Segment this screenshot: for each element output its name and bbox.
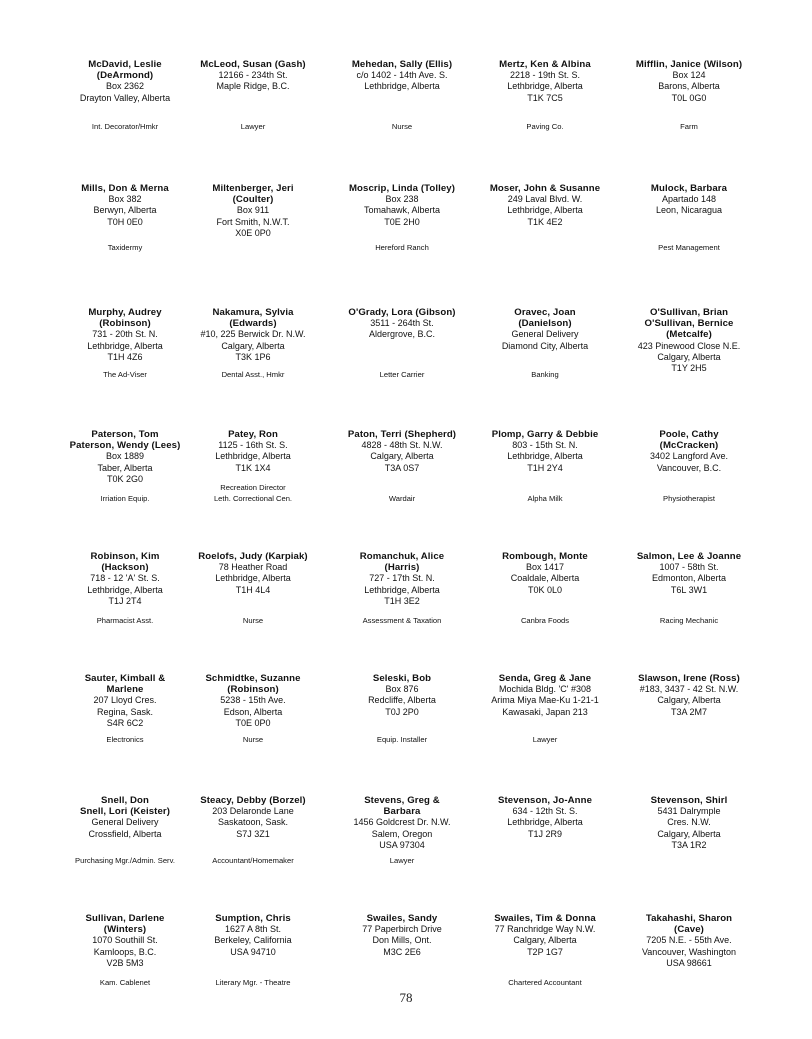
directory-entry bbox=[323, 429, 481, 519]
entry-address-line: Lethbridge, Alberta bbox=[507, 81, 583, 92]
entry-address-line: X0E 0P0 bbox=[235, 227, 271, 238]
entry-address-line: 3402 Langford Ave. bbox=[650, 451, 728, 462]
directory-entry bbox=[323, 307, 481, 397]
entry-address-line: T1H 4L4 bbox=[235, 584, 271, 595]
entry-address-line: Box 382 bbox=[108, 194, 142, 205]
entry-address-line: 77 Ranchridge Way N.W. bbox=[494, 924, 596, 935]
entry-name: Miltenberger, Jeri bbox=[212, 183, 294, 194]
entry-name: Nakamura, Sylvia bbox=[212, 307, 294, 318]
entry-occupation: Nurse bbox=[242, 616, 264, 625]
entry-address-line: T6L 3W1 bbox=[670, 584, 708, 595]
entry-address-line: Calgary, Alberta bbox=[221, 340, 285, 351]
entry-address-line: Lethbridge, Alberta bbox=[364, 584, 440, 595]
entry-address-line: T0K 0L0 bbox=[527, 584, 563, 595]
entry-address-line: 718 - 12 'A' St. S. bbox=[90, 573, 160, 584]
entry-name: Robinson, Kim bbox=[90, 551, 160, 562]
entry-occupation: Nurse bbox=[391, 122, 413, 131]
entry-address-line: 249 Laval Blvd. W. bbox=[507, 194, 583, 205]
entry-address-line: Tomahawk, Alberta bbox=[363, 205, 441, 216]
entry-occupation: Recreation Director Leth. Correctional Cen. bbox=[213, 483, 293, 504]
entry-address-line: USA 94710 bbox=[230, 946, 276, 957]
entry-address-line: Kamloops, B.C. bbox=[93, 946, 157, 957]
directory-entry bbox=[610, 795, 768, 885]
directory-entry bbox=[466, 59, 624, 149]
entry-address-line: 727 - 17th St. N. bbox=[369, 573, 435, 584]
entry-address-line: T2P 1G7 bbox=[527, 946, 563, 957]
entry-occupation: Letter Carrier bbox=[379, 370, 425, 379]
entry-address-line: 423 Pinewood Close N.E. bbox=[637, 340, 741, 351]
entry-name: Snell, Lori (Keister) bbox=[79, 806, 171, 818]
entry-occupation: Banking bbox=[531, 370, 559, 379]
entry-name: Mertz, Ken & Albina bbox=[499, 59, 591, 70]
directory-entry bbox=[174, 183, 332, 273]
entry-name: Patey, Ron bbox=[228, 429, 278, 440]
entry-name: Slawson, Irene (Ross) bbox=[638, 673, 740, 684]
entry-address-line: T1H 3E2 bbox=[384, 595, 420, 606]
entry-name: Paterson, Wendy (Lees) bbox=[69, 440, 181, 452]
entry-occupation: Wardair bbox=[388, 494, 416, 503]
entry-name: (Edwards) bbox=[229, 318, 277, 330]
entry-occupation: Dental Asst., Hmkr bbox=[221, 370, 285, 379]
entry-name: (Cave) bbox=[674, 924, 704, 936]
entry-address-line: USA 97304 bbox=[379, 839, 425, 850]
entry-address-line: Taber, Alberta bbox=[97, 462, 153, 473]
entry-address-line: Berwyn, Alberta bbox=[93, 205, 157, 216]
entry-name: Mills, Don & Merna bbox=[81, 183, 169, 194]
entry-address-line: General Delivery bbox=[91, 817, 159, 828]
entry-address-line: 1007 - 58th St. bbox=[659, 562, 719, 573]
entry-name: Romanchuk, Alice bbox=[359, 551, 445, 562]
entry-name: Schmidtke, Suzanne bbox=[205, 673, 301, 684]
entry-name: Seleski, Bob bbox=[372, 673, 432, 684]
entry-address-line: Calgary, Alberta bbox=[657, 695, 721, 706]
entry-address-line: T1J 2R9 bbox=[527, 828, 562, 839]
entry-address-line: Lethbridge, Alberta bbox=[507, 817, 583, 828]
entry-occupation: Assessment & Taxation bbox=[362, 616, 442, 625]
entry-occupation: Literary Mgr. - Theatre bbox=[215, 978, 291, 987]
directory-entry bbox=[610, 307, 768, 397]
entry-address-line: Leon, Nicaragua bbox=[655, 205, 723, 216]
entry-occupation: Pest Management bbox=[658, 243, 720, 252]
entry-name: (DeArmond) bbox=[96, 70, 154, 82]
entry-address-line: Box 911 bbox=[236, 205, 270, 216]
entry-name: Steacy, Debby (Borzel) bbox=[200, 795, 306, 806]
entry-address-line: General Delivery bbox=[511, 329, 579, 340]
entry-address-line: 77 Paperbirch Drive bbox=[362, 924, 442, 935]
entry-name: McDavid, Leslie bbox=[88, 59, 162, 70]
entry-address-line: T1K 7C5 bbox=[527, 92, 563, 103]
entry-address-line: 1070 Southill St. bbox=[92, 935, 158, 946]
entry-address-line: Redcliffe, Alberta bbox=[368, 695, 436, 706]
directory-entry bbox=[610, 429, 768, 519]
directory-entry bbox=[174, 673, 332, 763]
entry-address-line: T1H 4Z6 bbox=[107, 351, 143, 362]
entry-name: Marlene bbox=[106, 684, 144, 696]
entry-name: (Metcalfe) bbox=[666, 329, 712, 341]
entry-name: Rombough, Monte bbox=[502, 551, 588, 562]
entry-address-line: Lethbridge, Alberta bbox=[507, 451, 583, 462]
entry-occupation: Paving Co. bbox=[526, 122, 564, 131]
entry-occupation: Kam. Cablenet bbox=[99, 978, 151, 987]
entry-address-line: Edmonton, Alberta bbox=[651, 573, 727, 584]
entry-address-line: M3C 2E6 bbox=[383, 946, 421, 957]
entry-address-line: Box 124 bbox=[672, 70, 706, 81]
entry-name: Senda, Greg & Jane bbox=[498, 673, 592, 684]
entry-address-line: 1125 - 16th St. S. bbox=[218, 440, 288, 451]
entry-occupation: Hereford Ranch bbox=[375, 243, 429, 252]
entry-address-line: S7J 3Z1 bbox=[236, 828, 270, 839]
entry-address-line: 634 - 12th St. S. bbox=[512, 806, 578, 817]
entry-name: McLeod, Susan (Gash) bbox=[200, 59, 306, 70]
entry-name: Mifflin, Janice (Wilson) bbox=[635, 59, 743, 70]
entry-address-line: Calgary, Alberta bbox=[513, 935, 577, 946]
entry-address-line: Saskatoon, Sask. bbox=[217, 817, 289, 828]
entry-address-line: T3A 2M7 bbox=[670, 706, 708, 717]
entry-occupation: Racing Mechanic bbox=[659, 616, 719, 625]
directory-entry bbox=[323, 59, 481, 149]
entry-address-line: Calgary, Alberta bbox=[657, 351, 721, 362]
directory-entry bbox=[610, 59, 768, 149]
entry-occupation: Physiotherapist bbox=[663, 494, 715, 503]
entry-name: (Winters) bbox=[103, 924, 147, 936]
entry-name: (Robinson) bbox=[227, 684, 279, 696]
entry-address-line: T3A 0S7 bbox=[384, 462, 420, 473]
entry-occupation: Irriation Equip. bbox=[100, 494, 150, 503]
entry-occupation: Electronics bbox=[106, 735, 144, 744]
entry-address-line: Barons, Alberta bbox=[658, 81, 720, 92]
entry-address-line: Maple Ridge, B.C. bbox=[216, 81, 290, 92]
entry-address-line: T1Y 2H5 bbox=[671, 363, 707, 374]
entry-name: Moser, John & Susanne bbox=[489, 183, 601, 194]
entry-address-line: Calgary, Alberta bbox=[657, 828, 721, 839]
entry-occupation: Alpha Milk bbox=[527, 494, 563, 503]
entry-address-line: Box 876 bbox=[385, 684, 419, 695]
entry-name: Poole, Cathy bbox=[659, 429, 719, 440]
entry-address-line: T0K 2G0 bbox=[106, 473, 144, 484]
entry-name: Mehedan, Sally (Ellis) bbox=[351, 59, 453, 70]
entry-address-line: Salem, Oregon bbox=[371, 828, 433, 839]
entry-address-line: #183, 3437 - 42 St. N.W. bbox=[639, 684, 739, 695]
directory-entry bbox=[466, 183, 624, 273]
entry-occupation: Lawyer bbox=[240, 122, 266, 131]
entry-address-line: 1627 A 8th St. bbox=[224, 924, 282, 935]
directory-entry bbox=[174, 795, 332, 885]
entry-address-line: Crossfield, Alberta bbox=[88, 828, 162, 839]
entry-address-line: Lethbridge, Alberta bbox=[507, 205, 583, 216]
entry-address-line: Box 2362 bbox=[105, 81, 145, 92]
directory-entry bbox=[466, 795, 624, 885]
entry-address-line: T1K 1X4 bbox=[235, 462, 271, 473]
entry-address-line: S4R 6C2 bbox=[106, 717, 144, 728]
entry-name: (Coulter) bbox=[232, 194, 274, 206]
entry-address-line: 203 Delaronde Lane bbox=[212, 806, 294, 817]
entry-occupation: Accountant/Homemaker bbox=[212, 856, 294, 865]
directory-entry bbox=[466, 551, 624, 641]
entry-address-line: Regina, Sask. bbox=[96, 706, 154, 717]
directory-entry bbox=[610, 551, 768, 641]
directory-entry bbox=[174, 429, 332, 519]
entry-address-line: USA 98661 bbox=[666, 957, 712, 968]
entry-address-line: Vancouver, Washington bbox=[641, 946, 737, 957]
entry-address-line: T0E 0P0 bbox=[235, 717, 271, 728]
entry-address-line: Diamond City, Alberta bbox=[501, 340, 589, 351]
entry-name: Roelofs, Judy (Karpiak) bbox=[198, 551, 308, 562]
directory-entry bbox=[323, 183, 481, 273]
entry-name: O'Grady, Lora (Gibson) bbox=[348, 307, 456, 318]
entry-name: Murphy, Audrey bbox=[88, 307, 162, 318]
directory-entry bbox=[323, 673, 481, 763]
entry-address-line: 12166 - 234th St. bbox=[218, 70, 288, 81]
entry-name: (McCracken) bbox=[659, 440, 719, 452]
entry-address-line: Coaldale, Alberta bbox=[510, 573, 580, 584]
entry-occupation: Lawyer bbox=[389, 856, 415, 865]
entry-name: O'Sullivan, Bernice bbox=[644, 318, 734, 330]
entry-address-line: Lethbridge, Alberta bbox=[215, 573, 291, 584]
directory-entry bbox=[174, 59, 332, 149]
entry-address-line: T3A 1R2 bbox=[671, 839, 707, 850]
entry-address-line: 207 Lloyd Cres. bbox=[93, 695, 157, 706]
entry-name: Sumption, Chris bbox=[215, 913, 291, 924]
entry-name: Salmon, Lee & Joanne bbox=[636, 551, 742, 562]
entry-address-line: Lethbridge, Alberta bbox=[364, 81, 440, 92]
entry-address-line: T0E 2H0 bbox=[384, 216, 420, 227]
entry-address-line: Drayton Valley, Alberta bbox=[79, 92, 171, 103]
entry-address-line: Apartado 148 bbox=[661, 194, 717, 205]
entry-name: (Hackson) bbox=[101, 562, 149, 574]
entry-name: Stevenson, Shirl bbox=[650, 795, 728, 806]
entry-occupation: Nurse bbox=[242, 735, 264, 744]
entry-address-line: Lethbridge, Alberta bbox=[87, 584, 163, 595]
entry-address-line: Calgary, Alberta bbox=[370, 451, 434, 462]
entry-address-line: 5238 - 15th Ave. bbox=[220, 695, 286, 706]
directory-entry bbox=[174, 551, 332, 641]
directory-entry bbox=[610, 673, 768, 763]
entry-name: Paton, Terri (Shepherd) bbox=[347, 429, 457, 440]
entry-address-line: V2B 5M3 bbox=[106, 957, 144, 968]
entry-address-line: Box 1889 bbox=[105, 451, 145, 462]
entry-address-line: T0H 0E0 bbox=[107, 216, 143, 227]
entry-occupation: Canbra Foods bbox=[520, 616, 570, 625]
entry-address-line: Mochida Bldg. 'C' #308 bbox=[499, 684, 591, 695]
directory-entry bbox=[466, 429, 624, 519]
entry-address-line: Edson, Alberta bbox=[223, 706, 283, 717]
entry-occupation: The Ad-Viser bbox=[103, 370, 147, 379]
entry-address-line: T1H 2Y4 bbox=[527, 462, 563, 473]
entry-address-line: T0J 2P0 bbox=[385, 706, 419, 717]
entry-address-line: c/o 1402 - 14th Ave. S. bbox=[356, 70, 448, 81]
directory-entry bbox=[466, 307, 624, 397]
entry-address-line: 2218 - 19th St. S. bbox=[509, 70, 581, 81]
entry-address-line: #10, 225 Berwick Dr. N.W. bbox=[200, 329, 306, 340]
directory-entry bbox=[323, 795, 481, 885]
entry-name: Swailes, Sandy bbox=[366, 913, 438, 924]
entry-address-line: 5431 Dalrymple bbox=[657, 806, 721, 817]
entry-name: Mulock, Barbara bbox=[650, 183, 728, 194]
entry-occupation: Lawyer bbox=[532, 735, 558, 744]
entry-address-line: Aldergrove, B.C. bbox=[368, 329, 436, 340]
directory-entry bbox=[466, 673, 624, 763]
entry-name: Stevens, Greg & bbox=[364, 795, 440, 806]
entry-address-line: Cres. N.W. bbox=[667, 817, 711, 828]
entry-address-line: 3511 - 264th St. bbox=[370, 318, 434, 329]
entry-address-line: Fort Smith, N.W.T. bbox=[216, 216, 290, 227]
entry-name: Plomp, Garry & Debbie bbox=[491, 429, 599, 440]
entry-address-line: T1K 4E2 bbox=[527, 216, 563, 227]
entry-occupation: Pharmacist Asst. bbox=[96, 616, 154, 625]
entry-occupation: Purchasing Mgr./Admin. Serv. bbox=[75, 856, 175, 865]
entry-name: (Harris) bbox=[384, 562, 420, 574]
entry-name: Barbara bbox=[383, 806, 421, 818]
entry-address-line: T0L 0G0 bbox=[671, 92, 707, 103]
entry-name: Takahashi, Sharon bbox=[645, 913, 733, 924]
entry-address-line: 803 - 15th St. N. bbox=[512, 440, 578, 451]
page-number: 78 bbox=[399, 990, 413, 1005]
entry-occupation: Equip. Installer bbox=[376, 735, 428, 744]
entry-address-line: Box 238 bbox=[385, 194, 419, 205]
entry-address-line: T1J 2T4 bbox=[108, 595, 142, 606]
entry-name: Moscrip, Linda (Tolley) bbox=[348, 183, 456, 194]
directory-entry bbox=[610, 183, 768, 273]
entry-occupation: Taxidermy bbox=[107, 243, 143, 252]
entry-address-line: Lethbridge, Alberta bbox=[215, 451, 291, 462]
entry-name: O'Sullivan, Brian bbox=[649, 307, 729, 318]
entry-address-line: 731 - 20th St. N. bbox=[92, 329, 158, 340]
entry-address-line: Lethbridge, Alberta bbox=[87, 340, 163, 351]
entry-name: Swailes, Tim & Donna bbox=[494, 913, 596, 924]
entry-address-line: 4828 - 48th St. N.W. bbox=[361, 440, 443, 451]
directory-entry bbox=[323, 551, 481, 641]
entry-name: Snell, Don bbox=[101, 795, 149, 806]
entry-occupation: Chartered Accountant bbox=[508, 978, 582, 987]
entry-address-line: 7205 N.E. - 55th Ave. bbox=[646, 935, 732, 946]
entry-address-line: 1456 Goldcrest Dr. N.W. bbox=[353, 817, 451, 828]
entry-name: Sauter, Kimball & bbox=[84, 673, 166, 684]
entry-address-line: Arima Miya Mae-Ku 1-21-1 bbox=[491, 695, 599, 706]
entry-name: Stevenson, Jo-Anne bbox=[497, 795, 593, 806]
entry-name: (Danielson) bbox=[518, 318, 572, 330]
entry-name: Paterson, Tom bbox=[91, 429, 159, 440]
entry-address-line: Berkeley, California bbox=[214, 935, 292, 946]
entry-address-line: Vancouver, B.C. bbox=[656, 462, 722, 473]
entry-name: Oravec, Joan bbox=[514, 307, 576, 318]
entry-occupation: Farm bbox=[680, 122, 698, 131]
entry-address-line: 78 Heather Road bbox=[218, 562, 288, 573]
entry-address-line: Don Mills, Ont. bbox=[372, 935, 432, 946]
entry-address-line: Box 1417 bbox=[525, 562, 565, 573]
entry-name: Sullivan, Darlene bbox=[85, 913, 165, 924]
entry-occupation: Int. Decorator/Hmkr bbox=[91, 122, 159, 131]
directory-entry bbox=[174, 307, 332, 397]
entry-address-line: T3K 1P6 bbox=[235, 351, 271, 362]
entry-address-line: Kawasaki, Japan 213 bbox=[502, 706, 588, 717]
entry-name: (Robinson) bbox=[99, 318, 151, 330]
